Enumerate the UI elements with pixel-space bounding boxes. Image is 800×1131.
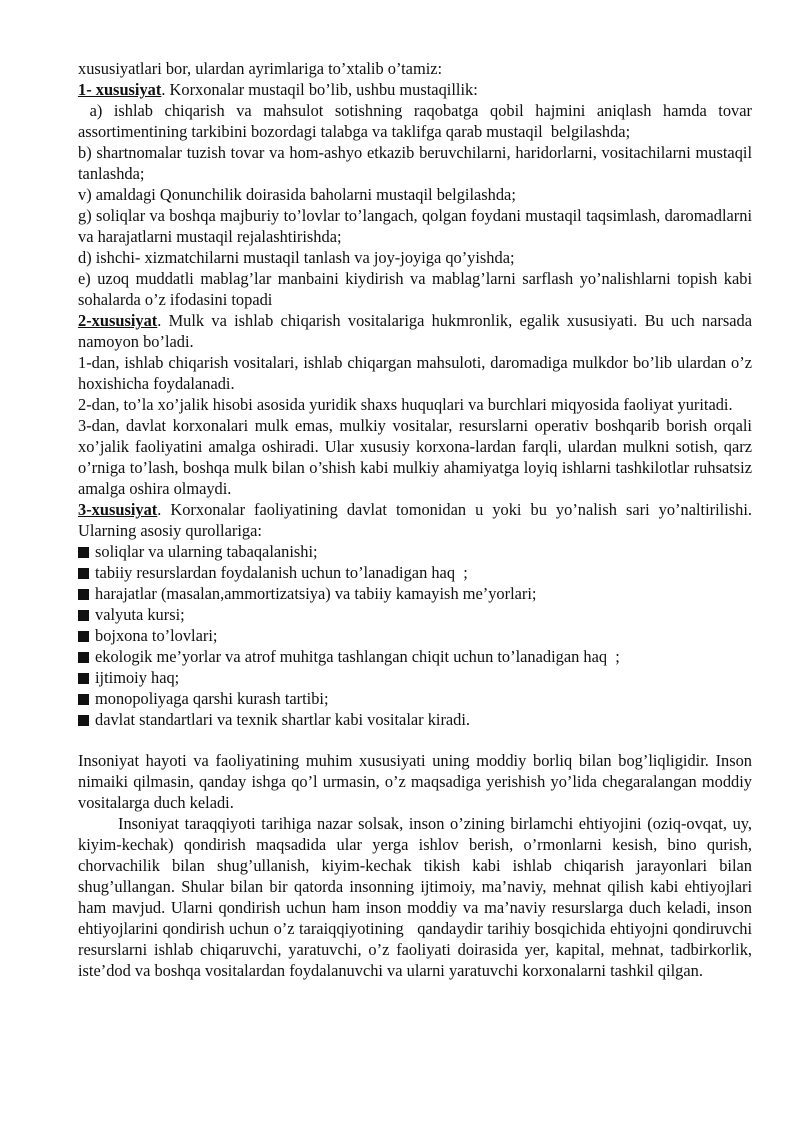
section-2-title — [78, 310, 752, 352]
section-1-item-g: g) soliqlar va boshqa majburiy to’lovlar to’langach, qolgan foydani mustaqil taqsimlash, daromadlarni va harajatlarni mustaqil rejalashtirishda; — [78, 206, 752, 246]
section-1-item-a: a) ishlab chiqarish va mahsulot sotishning raqobatga qobil hajmini aniqlash hamda tovar assortimentining tarkibini bozordagi talabga va taklifga qarab mustaqil belgilashda; — [78, 101, 757, 141]
list-item: harajatlar (masalan,ammortizatsiya) va tabiiy kamayish me’yorlari; — [78, 583, 752, 604]
list-item: ijtimoiy haq; — [78, 667, 752, 688]
closing-paragraph-1: Insoniyat hayoti va faoliyatining muhim xususiyati uning moddiy borliq bilan bog’liqligidir. Inson nimaiki qilmasin, qanday ishga qo’l urmasin, o’z maqsadiga yerishish yo’lida chegaralangan moddiy vositalarga duch keladi. — [78, 751, 752, 812]
intro-line: xususiyatlari bor, ulardan ayrimlariga to’xtalib o’tamiz: — [78, 59, 443, 78]
list-item: bojxona to’lovlari; — [78, 625, 752, 646]
paragraph-gap — [78, 730, 752, 750]
section-2-item-3: 3-dan, davlat korxonalari mulk emas, mulkiy vositalar, resurslarni operativ boshqarib borish orqali xo’jalik faoliyatini amalga oshiradi. Ular xususiy korxona-lardan farqli, ulardan mulkni sotish, qarz o’rniga to’lash, boshqa mulk bilan o’shish kabi mulkiy ahamiyatga loyiq ishlarni tashkilotlar ruhsatsiz amalga oshira olmaydi. — [78, 416, 769, 498]
section-2-item-2: 2-dan, to’la xo’jalik hisobi asosida yuridik shaxs huquqlari va burchlari miqyosida faoliyat yuritadi. — [78, 395, 733, 414]
square-bullet-icon — [78, 610, 89, 621]
list-item: ekologik me’yorlar va atrof muhitga tashlangan chiqit uchun to’lanadigan haq ; — [78, 646, 752, 667]
square-bullet-icon — [78, 652, 89, 663]
section-1-item-d: d) ishchi- xizmatchilarni mustaqil tanlash va joy-joyiga qo’yishda; — [78, 248, 515, 267]
section-1-item-b: b) shartnomalar tuzish tovar va hom-ashyo etkazib beruvchilarni, haridorlarni, vositachilarni mustaqil tanlashda; — [78, 143, 752, 183]
square-bullet-icon — [78, 694, 89, 705]
list-item: soliqlar va ularning tabaqalanishi; — [78, 541, 752, 562]
section-2-lead: . Mulk va ishlab chiqarish vositalariga hukmronlik, egalik xususiyati. Bu uch narsada namoyon bo’ladi. — [78, 311, 752, 351]
section-3-heading: 3-xususiyat — [78, 500, 158, 519]
section-1-item-e: e) uzoq muddatli mablag’lar manbaini kiydirish va mablag’larni sarflash yo’nalishlarni topish kabi sohalarda o’z ifodasini topadi — [78, 269, 752, 309]
section-1-heading: 1- xususiyat — [78, 80, 162, 99]
section-1-lead: . Korxonalar mustaqil bo’lib, ushbu mustaqillik: — [161, 80, 478, 99]
section-3-title — [78, 499, 752, 541]
section-2-item-1: 1-dan, ishlab chiqarish vositalari, ishlab chiqargan mahsuloti, daromadiga mulkdor bo’lib ulardan o’z hoxishicha foydalanadi. — [78, 353, 752, 393]
section-1-item-v: v) amaldagi Qonunchilik doirasida baholarni mustaqil belgilashda; — [78, 185, 516, 204]
square-bullet-icon — [78, 715, 89, 726]
square-bullet-icon — [78, 568, 89, 579]
list-item: valyuta kursi; — [78, 604, 752, 625]
square-bullet-icon — [78, 589, 89, 600]
section-1-title — [78, 79, 752, 100]
section-2-heading: 2-xususiyat — [78, 311, 158, 330]
list-item: monopoliyaga qarshi kurash tartibi; — [78, 688, 752, 709]
square-bullet-icon — [78, 673, 89, 684]
square-bullet-icon — [78, 547, 89, 558]
closing-paragraph-2: Insoniyat taraqqiyoti tarihiga nazar solsak, inson o’zining birlamchi ehtiyojini (oziq-ovqat, uy, kiyim-kechak) qondirish maqsadida ular yerga ishlov berish, o’rmonlarni kesish, bino qurish, chorvachilik bilan shug’ullanish, kiyim-kechak tikish kabi ishlab chiqarish jarayonlari bilan shug’ullangan. Shular bilan bir qatorda insonning ijtimoiy, ma’naviy, mehnat qilish kabi ehtiyojlari ham mavjud. Ularni qondirish uchun ham inson moddiy va ma’naviy resurslarga duch keladi, inson ehtiyojlarini qondirish uchun o’z taraiqqiyotining qandaydir tarihiy bosqichida ehtiyojni qondiruvchi resurslarni ishlab chiqaruvchi, yaratuvchi, o’z faoliyati doirasida yer, kapital, mehnat, tadbirkorlik, iste’dod va boshqa vositalardan foydalanuvchi va ularni yaratuvchi korxonalarni tashkil qilgan. — [78, 814, 757, 980]
section-3-lead: . Korxonalar faoliyatining davlat tomonidan u yoki bu yo’nalish sari yo’naltirilishi. Ularning asosiy qurollariga: — [78, 500, 752, 540]
list-item: davlat standartlari va texnik shartlar kabi vositalar kiradi. — [78, 709, 752, 730]
list-item: tabiiy resurslardan foydalanish uchun to’lanadigan haq ; — [78, 562, 752, 583]
section-3-bullet-list — [78, 541, 752, 730]
square-bullet-icon — [78, 631, 89, 642]
